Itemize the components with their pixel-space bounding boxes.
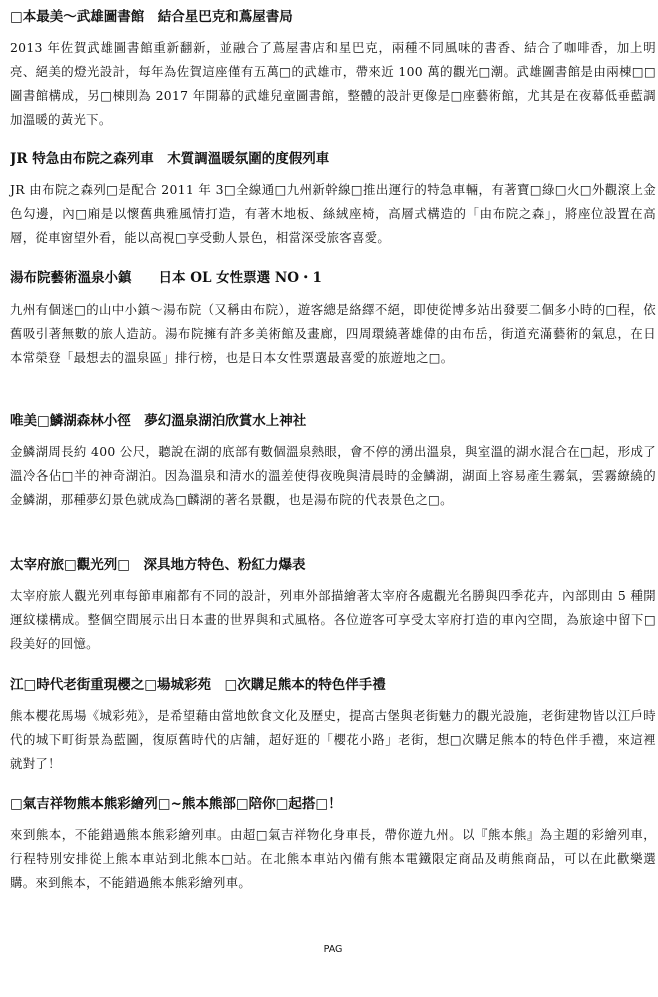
section-2-heading: JR 特急由布院之森列車 木質調溫暖氛圍的度假列車 bbox=[10, 151, 330, 167]
section-4-body: 金鱗湖周長約 400 公尺，聽說在湖的底部有數個溫泉熱眼，會不停的湧出溫泉，與室溫的湖水混合在□起，形成了溫冷各佔□半的神奇湖泊。因為溫泉和清水的溫差使得夜晚與清晨時的金鱗湖，湖面上容易產生霧氣，雲霧繚繞的金鱗湖，那種夢幻景色就成為□麟湖的著名景觀，也是湯布院的代表景色之□。 bbox=[10, 444, 656, 507]
section-7-body: 來到熊本，不能錯過熊本熊彩繪列車。由超□氣吉祥物化身車長，帶你遊九州。以『熊本熊』為主題的彩繪列車，行程特別安排從上熊本車站到北熊本□站。在北熊本車站內備有熊本電鐵限定商品及萌熊商品，可以在此歡樂選購。來到熊本，不能錯過熊本熊彩繪列車。 bbox=[10, 827, 656, 890]
section-6-body: 熊本櫻花馬場《城彩苑》，是希望藉由當地飲食文化及歷史，提高古堡與老街魅力的觀光設施，老街建物皆以江戶時代的城下町街景為藍圖，復原舊時代的店舖，超好逛的「櫻花小路」老街，想□次購足熊本的特色伴手禮，來這裡就對了！ bbox=[10, 708, 656, 771]
section-1-body: 2013 年佐賀武雄圖書館重新翻新，並融合了蔦屋書店和星巴克，兩種不同風味的書香、結合了咖啡香，加上明亮、絕美的燈光設計，每年為佐賀這座僅有五萬□的武雄市，帶來近 100 萬的觀光□潮。武雄圖書館是由兩棟□□圖書館構成，另□棟則為 2017 年開幕的武雄兒童圖書館，整體的設計更像是□座藝術館，尤其是在夜幕低垂藍調加溫暖的黃光下。 bbox=[10, 40, 656, 127]
section-4-heading: 唯美□鱗湖森林小徑 夢幻溫泉湖泊欣賞水上神社 bbox=[10, 413, 307, 429]
page-footer: PAG bbox=[323, 944, 343, 955]
section-3-body: 九州有個迷□的山中小鎮～湯布院（又稱由布院），遊客總是絡繹不絕，即使從博多站出發要二個多小時的□程，依舊吸引著無數的旅人造訪。湯布院擁有許多美術館及畫廊，四周環繞著雄偉的由布岳，街道充滿藝術的氣息，在日本常榮登「最想去的溫泉區」排行榜，也是日本女性票選最喜愛的旅遊地之□。 bbox=[10, 302, 656, 365]
section-3-heading: 湯布院藝術溫泉小鎮 日本 OL 女性票選 NO・1 bbox=[10, 270, 322, 286]
section-2-body: JR 由布院之森列□是配合 2011 年 3□全線通□九州新幹線□推出運行的特急車輛，有著寶□綠□火□外觀滾上金色勾邊，內□廂是以懷舊典雅風情打造，有著木地板、絲絨座椅，高層式構造的「由布院之森」，將座位設置在高層，從車窗望外看，能以高視□享受動人景色，相當深受旅客喜愛。 bbox=[10, 182, 656, 245]
section-6-heading: 江□時代老街重現櫻之□場城彩苑 □次購足熊本的特色伴手禮 bbox=[10, 677, 386, 693]
section-1-heading: □本最美～武雄圖書館 結合星巴克和蔦屋書局 bbox=[10, 9, 293, 25]
section-5-body: 太宰府旅人觀光列車每節車廂都有不同的設計，列車外部描繪著太宰府各處觀光名勝與四季花卉，內部則由 5 種開運紋樣構成。整個空間展示出日本畫的世界與和式風格。各位遊客可享受太宰府打造的車內空間，為旅途中留下□段美好的回憶。 bbox=[10, 588, 656, 651]
section-7-heading: □氣吉祥物熊本熊彩繪列□~熊本熊部□陪你□起搭□！ bbox=[10, 796, 342, 812]
section-5-heading: 太宰府旅□觀光列□ 深具地方特色、粉紅力爆表 bbox=[10, 557, 306, 573]
